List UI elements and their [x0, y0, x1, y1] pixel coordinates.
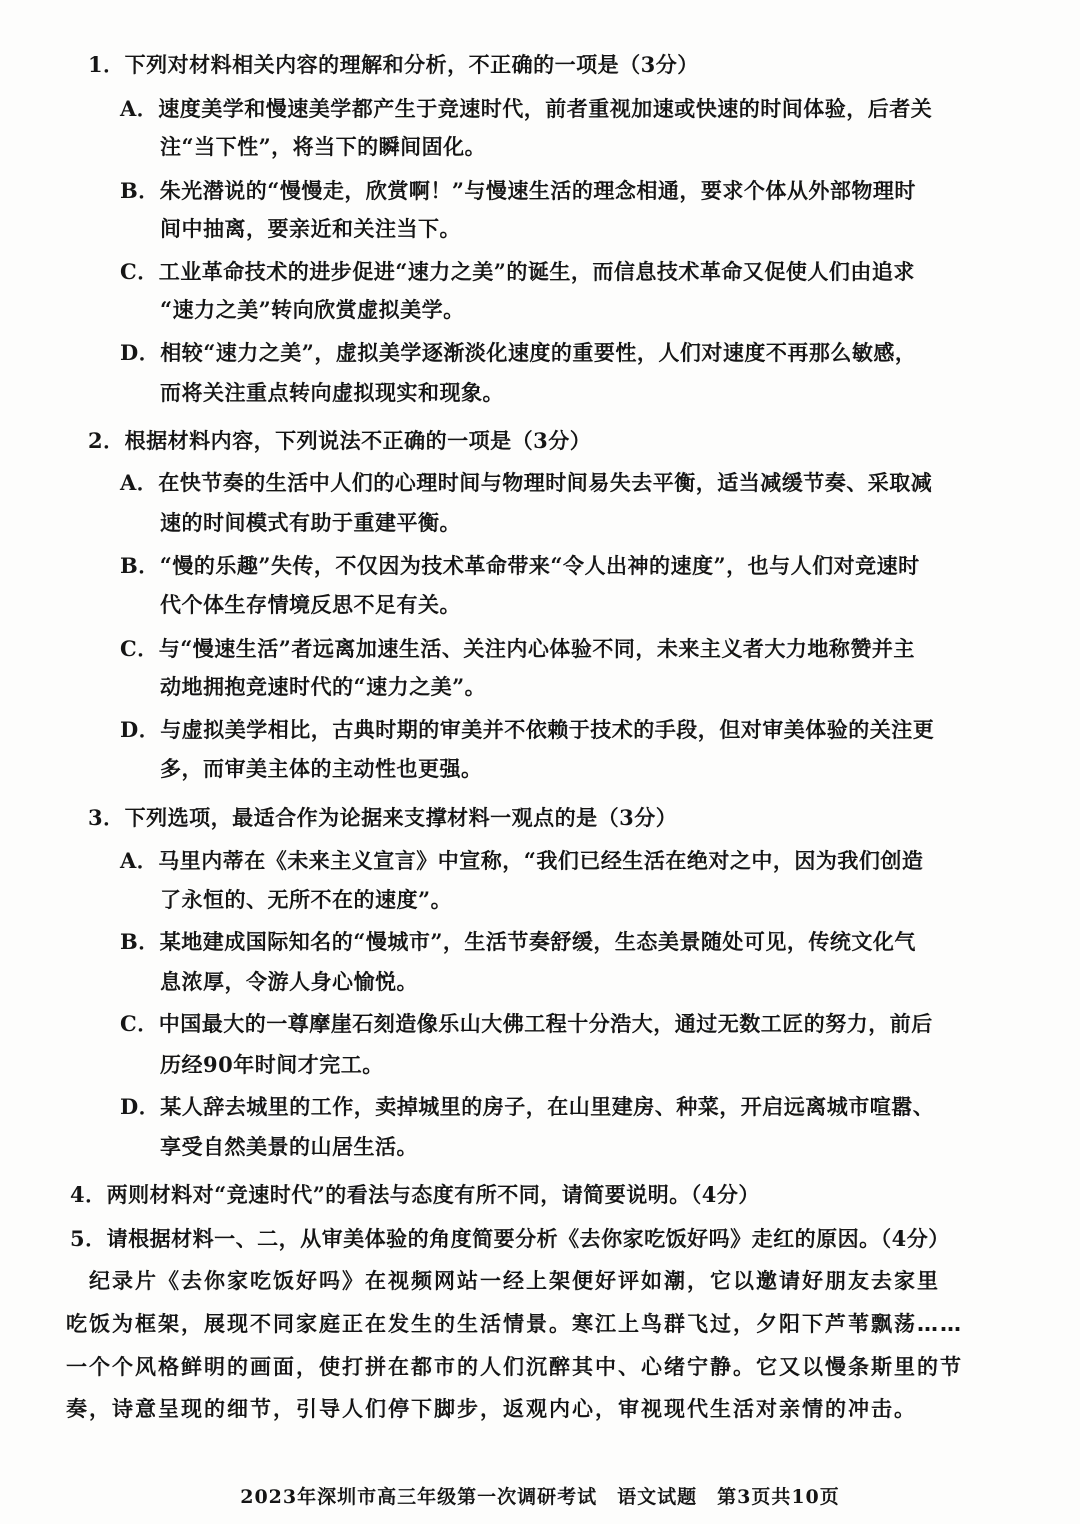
- question-2-option-b-cont: 代个体生存情境反思不足有关。: [160, 592, 461, 617]
- question-3-option-d: D．某人辞去城里的工作，卖掉城里的房子，在山里建房、种菜，开启远离城市喧嚣、: [120, 1094, 935, 1119]
- question-1-stem: 1．下列对材料相关内容的理解和分析，不正确的一项是（3分）: [88, 52, 699, 77]
- question-1-option-a: A．速度美学和慢速美学都产生于竞速时代，前者重视加速或快速的时间体验，后者关: [120, 96, 933, 121]
- page-footer: 2023年深圳市高三年级第一次调研考试 语文试题 第3页共10页: [240, 1486, 840, 1508]
- question-3-option-a: A．马里内蒂在《未来主义宣言》中宣称，“我们已经生活在绝对之中，因为我们创造: [120, 848, 924, 873]
- question-1-option-c: C．工业革命技术的进步促进“速力之美”的诞生，而信息技术革命又促使人们由追求: [120, 259, 915, 284]
- question-1-option-b: B．朱光潜说的“慢慢走，欣赏啊！”与慢速生活的理念相通，要求个体从外部物理时: [120, 178, 916, 203]
- question-3-option-c: C．中国最大的一尊摩崖石刻造像乐山大佛工程十分浩大，通过无数工匠的努力，前后: [120, 1011, 933, 1036]
- question-2-option-c: C．与“慢速生活”者远离加速生活、关注内心体验不同，未来主义者大力地称赞并主: [120, 636, 915, 661]
- question-3-option-b-cont: 息浓厚，令游人身心愉悦。: [160, 969, 418, 994]
- question-2-option-a-cont: 速的时间模式有助于重建平衡。: [160, 510, 461, 535]
- question-3-option-c-cont: 历经90年时间才完工。: [160, 1052, 384, 1077]
- passage-line-1: 纪录片《去你家吃饭好吗》在视频网站一经上架便好评如潮，它以邀请好朋友去家里: [66, 1269, 940, 1293]
- passage-line-3: 一个个风格鲜明的画面，使打拼在都市的人们沉醉其中、心绪宁静。它又以慢条斯里的节: [66, 1355, 963, 1379]
- question-3-option-d-cont: 享受自然美景的山居生活。: [160, 1134, 418, 1159]
- question-2-option-b: B．“慢的乐趣”失传，不仅因为技术革命带来“令人出神的速度”，也与人们对竞速时: [120, 553, 920, 578]
- question-3-stem: 3．下列选项，最适合作为论据来支撑材料一观点的是（3分）: [88, 805, 678, 830]
- question-1-option-c-cont: “速力之美”转向欣赏虚拟美学。: [160, 297, 465, 322]
- question-1-option-b-cont: 间中抽离，要亲近和关注当下。: [160, 216, 461, 241]
- question-3-option-b: B．某地建成国际知名的“慢城市”，生活节奏舒缓，生态美景随处可见，传统文化气: [120, 929, 916, 954]
- question-2-option-d: D．与虚拟美学相比，古典时期的审美并不依赖于技术的手段，但对审美体验的关注更: [120, 717, 935, 742]
- question-4: 4．两则材料对“竞速时代”的看法与态度有所不同，请简要说明。（4分）: [70, 1182, 760, 1207]
- question-5: 5．请根据材料一、二，从审美体验的角度简要分析《去你家吃饭好吗》走红的原因。（4分）: [70, 1226, 950, 1251]
- question-2-option-d-cont: 多，而审美主体的主动性也更强。: [160, 756, 483, 781]
- question-2-stem: 2．根据材料内容，下列说法不正确的一项是（3分）: [88, 428, 592, 453]
- passage-line-2: 吃饭为框架，展现不同家庭正在发生的生活情景。寒江上鸟群飞过，夕阳下芦苇飘荡……: [66, 1312, 963, 1336]
- question-1-option-d-cont: 而将关注重点转向虚拟现实和现象。: [160, 380, 504, 405]
- question-2-option-c-cont: 动地拥抱竞速时代的“速力之美”。: [160, 674, 487, 699]
- passage-line-4: 奏，诗意呈现的细节，引导人们停下脚步，返观内心，审视现代生活对亲情的冲击。: [66, 1397, 917, 1421]
- question-1-option-d: D．相较“速力之美”，虚拟美学逐渐淡化速度的重要性，人们对速度不再那么敏感，: [120, 340, 917, 365]
- question-1-option-a-cont: 注“当下性”，将当下的瞬间固化。: [160, 134, 487, 159]
- question-3-option-a-cont: 了永恒的、无所不在的速度”。: [160, 887, 453, 912]
- question-2-option-a: A．在快节奏的生活中人们的心理时间与物理时间易失去平衡，适当减缓节奏、采取减: [120, 470, 933, 495]
